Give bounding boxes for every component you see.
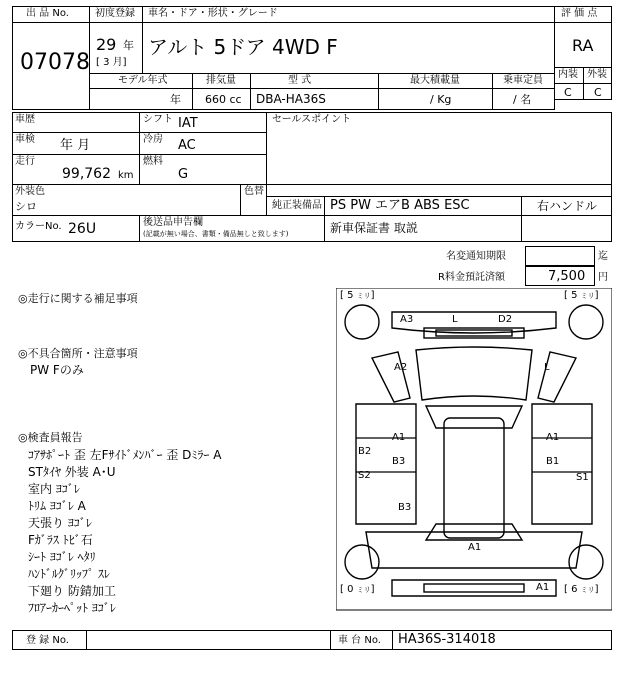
recycle-label: R料金預託済額 [438,272,505,283]
rear-bumper [392,580,556,596]
recycle-unit: 円 [598,272,608,283]
defects-label: ◎不具合箇所・注意事項 [18,347,138,360]
mark-b3-left: B3 [392,456,406,467]
inspector-report-lines [28,446,221,616]
mark-a1-rear: A1 [468,542,482,553]
exterior-color-label: 外装色 [15,186,45,197]
displacement-label: 排気量 [206,75,236,86]
mark-b1: B1 [546,456,560,467]
car-damage-diagram [336,288,612,628]
model-year-label: モデル年式 [118,75,168,86]
inspector-line: STﾀｲﾔ 外装 A･U [28,465,116,479]
color-change-label: 色替 [244,186,264,197]
footer-row [12,630,612,650]
color-report-row [12,215,612,242]
first-registration-label: 初度登録 [95,8,135,19]
history-label: 車歴 [15,114,35,125]
displacement-value: 660 cc [205,93,242,106]
right-side [532,404,592,524]
warranty-value: 新車保証書 取説 [330,221,418,235]
ac-label: 冷房 [143,134,163,145]
equipment-label: 純正装備品 [272,200,322,211]
capacity-value: / 名 [513,93,532,106]
type-value: DBA-HA36S [256,92,326,106]
defects-value: PW Fのみ [30,363,84,377]
tire-fl-label: [ 5 ミリ] [340,290,375,301]
exterior-color-value: シロ [15,200,37,213]
exterior-label: 外装 [587,69,607,80]
mark-s1: S1 [576,472,589,483]
recycle-value: 7,500 [548,269,586,284]
chassis-no-label: 車 台 No. [338,635,381,646]
mark-a3: A3 [400,314,414,325]
interior-score: C [564,86,572,99]
model-name-label: 車名・ドア・形状・グレード [148,8,278,19]
fuel-value: G [178,167,189,182]
mileage-unit: km [118,170,134,181]
lot-number: 07078 [20,50,90,75]
inspector-line: Fｶﾞﾗｽ ﾄﾋﾞ石 [28,533,93,547]
mileage-label: 走行 [15,156,35,167]
year-unit: 年 [123,39,134,52]
shift-label: シフト [143,114,173,125]
model-year-value: 年 [170,93,181,106]
max-load-value: / Kg [430,93,452,106]
mark-b3-rear: B3 [398,502,412,513]
mark-a1-bumper: A1 [536,582,550,593]
mark-s2: S2 [358,470,371,481]
tire-fr-label: [ 5 ミリ] [564,290,599,301]
lot-number-label: 出 品 No. [26,8,69,19]
inspector-line: 天張り ﾖｺﾞﾚ [28,516,92,530]
inspector-line: ﾊﾝﾄﾞﾙｸﾞﾘｯﾌﾟ ｽﾚ [28,567,110,581]
name-change-box [525,246,595,266]
inspector-line: ｺｱｻﾎﾟｰﾄ 歪 左Fｻｲﾄﾞﾒﾝﾊﾞｰ 歪 Dﾐﾗｰ A [28,448,222,462]
inspector-line: 室内 ﾖｺﾞﾚ [28,482,80,496]
equipment-value: PS PW エアB ABS ESC [330,198,470,213]
inspection-label: 車検 [15,134,35,145]
mark-a2: A2 [394,362,408,373]
inspector-report-label: ◎検査員報告 [18,431,83,444]
interior-label: 内装 [558,69,578,80]
type-label: 型 式 [288,75,312,86]
registration-no-label: 登 録 No. [26,635,69,646]
inspection-value: 年 月 [60,138,91,153]
grade-score: RA [572,36,594,55]
color-no-label: カラーNo. [15,221,62,232]
first-registration-year: 29 [96,35,117,54]
mileage-value: 99,762 [62,166,111,182]
inspector-line: ﾌﾛｱｰｶｰﾍﾟｯﾄ ﾖｺﾞﾚ [28,601,116,615]
color-no-value: 26U [68,221,97,237]
tire-rl-label: [ 0 ミリ] [340,584,375,595]
steering-value: 右ハンドル [537,199,598,213]
sales-point-label: セールスポイント [272,114,352,125]
inspector-line: ﾄﾘﾑ ﾖｺﾞﾚ A [28,499,86,513]
mark-d2: D2 [498,314,513,325]
hood [416,347,532,400]
ac-value: AC [178,138,196,153]
fuel-label: 燃料 [143,156,163,167]
mark-l-right: L [544,362,550,373]
tire-front-left [345,305,379,339]
inspector-line: ｼｰﾄ ﾖｺﾞﾚ ﾍﾀﾘ [28,550,96,564]
tire-front-right [569,305,603,339]
driving-notes-label: ◎走行に関する補足事項 [18,292,138,305]
mark-a1-right: A1 [546,432,560,443]
mark-a1-left: A1 [392,432,406,443]
inspector-line: 下廻り 防錆加工 [28,584,116,598]
chassis-no-value: HA36S-314018 [398,632,496,647]
model-name: アルト 5ドア 4WD F [148,35,338,59]
first-registration-month: [ 3 月] [96,57,127,68]
exterior-score: C [594,86,602,99]
tire-rear-right [569,545,603,579]
mark-l-front: L [452,314,458,325]
grade-label: 評 価 点 [561,8,598,19]
front-right-fender [538,352,576,402]
tire-rr-label: [ 6 ミリ] [564,584,599,595]
capacity-label: 乗車定員 [503,75,543,86]
post-report-label: 後送品申告欄 [143,217,203,228]
mark-b2: B2 [358,446,372,457]
name-change-unit: 迄 [598,251,608,262]
max-load-label: 最大積載量 [410,75,460,86]
windshield [426,406,522,428]
tire-rear-left [345,545,379,579]
name-change-label: 名変通知期限 [446,251,506,262]
post-report-note: (記載が無い場合、書類・備品無しと致します) [143,230,289,238]
shift-value: IAT [178,116,198,131]
front-left-fender [372,352,410,402]
roof [444,418,504,538]
